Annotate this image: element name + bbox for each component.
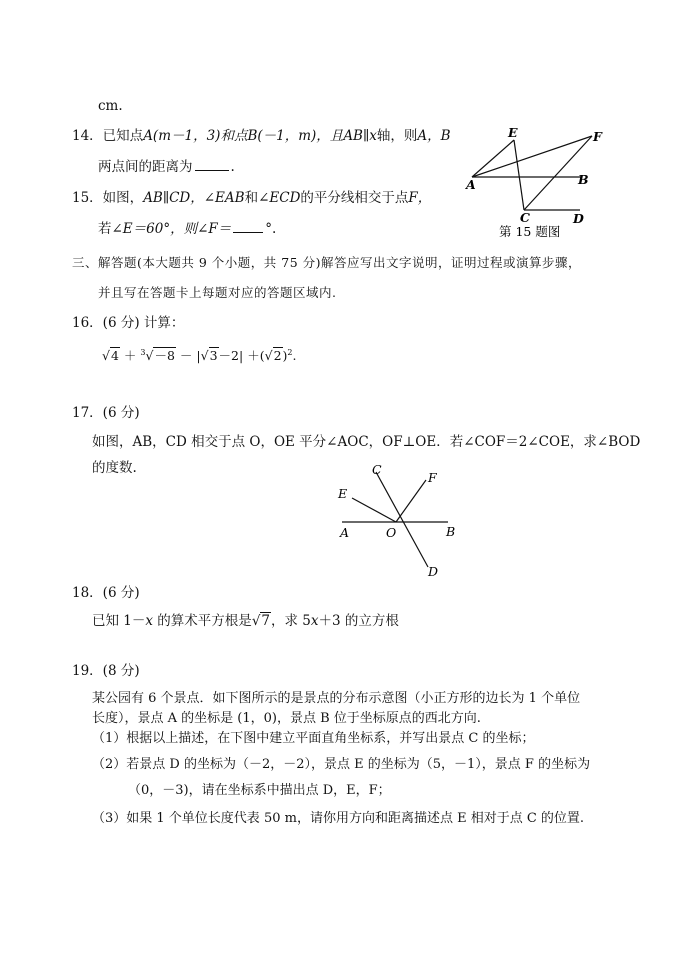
q15-l2b: ∠E＝60°，则∠F＝ [111,221,232,237]
question-15-line2 [98,220,276,238]
question-19-head: 19．(8 分) [72,663,140,679]
figure-15 [462,124,612,242]
q16-term2: －8 [154,348,175,364]
fig15-label-a: A [466,177,476,192]
question-19-sub2b: （0，－3)，请在坐标系中描出点 D，E，F； [128,783,391,798]
q14-e: 轴，则 [376,128,418,144]
q15-l2c: °. [265,221,277,237]
fig15-line-ae [472,140,514,177]
q16-minus: － [179,348,193,364]
q15-d: ∠ECD [258,190,301,206]
q16-dot: . [292,348,297,364]
q14-line2-text: 两点间的距离为 [98,159,193,175]
q15-f: F， [408,190,432,206]
q14-a: 14．已知点 [72,128,144,144]
q14-f: A，B [417,128,451,144]
question-14-line1 [72,127,451,145]
q18-e: ，求 5 [271,613,311,629]
q16-term4: 2 [273,348,282,364]
question-19-sub3: （3）如果 1 个单位长度代表 50 m，请你用方向和距离描述点 E 相对于点 C 的位置. [92,811,585,826]
question-17-body1: 如图，AB，CD 相交于点 O，OE 平分∠AOC，OF⊥OE．若∠COF＝2∠COE，求∠BOD [92,434,641,450]
fig17-label-d: D [428,564,439,579]
q15-b: AB∥CD，∠EAB [143,190,245,206]
fig17-label-o: O [386,525,397,540]
question-18-body: 已知 1－x 的算术平方根是√7，求 5x＋3 的立方根 [92,613,399,629]
fig17-line-of [396,480,426,522]
q15-l2a: 若 [98,221,112,237]
question-15-line1 [72,189,431,207]
q16-close: ) [282,348,288,364]
question-17-body2: 的度数. [92,460,137,476]
q14-c: B(－1，m)，且 [247,128,344,144]
q16-plus1: ＋ [123,348,137,364]
q16-term3: 3 [209,348,218,364]
question-17-head: 17．(6 分) [72,405,140,421]
q14-d: AB∥x [343,128,377,144]
fig15-label-b: B [578,172,589,187]
section-3-line2: 并且写在答题卡上每题对应的答题区域内. [98,285,337,300]
q18-a: 已知 1－ [92,613,146,629]
q14-b: A(m－1，3)和点 [143,128,248,144]
q18-g: ＋3 的立方根 [318,613,399,629]
q16-term1: 4 [110,348,119,364]
question-18-head: 18．(6 分) [72,585,140,601]
figure-17 [332,462,472,582]
q16-cube-index: 3 [140,348,146,357]
fig17-label-f: F [428,470,437,485]
fig17-label-b: B [446,524,456,539]
fig15-label-c: C [520,210,530,225]
fig17-label-c: C [372,462,382,477]
fig15-line-af [472,136,592,177]
fig15-caption: 第 15 题图 [499,224,561,239]
q16-power: 2 [287,348,293,357]
fig15-label-d: D [573,211,584,226]
q16-plus2: ＋( [247,348,265,364]
q18-f: x [310,613,319,629]
section-3-line1: 三、解答题(本大题共 9 个小题，共 75 分)解答应写出文字说明，证明过程或演算步骤， [72,255,582,270]
question-19-sub2a: （2）若景点 D 的坐标为（－2，－2），景点 E 的坐标为（5，－1），景点 F 的坐标为 [92,757,591,772]
fig17-label-a: A [340,525,350,540]
answer-blank-14[interactable] [195,158,229,171]
question-19-paragraph2: 长度），景点 A 的坐标是 (1，0)，景点 B 位于坐标原点的西北方向. [92,711,481,726]
q15-a: 15．如图， [72,190,144,206]
question-16-expression: $√4 + ^3√-8 - |√3-2| +(√2)^2$. [102,348,297,364]
answer-blank-15[interactable] [233,220,263,233]
question-16-head: 16．(6 分) 计算： [72,315,185,331]
question-14-line2 [98,158,235,176]
q15-c: 和 [244,190,259,206]
q14-end: . [230,159,235,175]
fig17-line-cd [376,472,428,567]
q18-d: 7 [261,613,271,629]
q15-e: 的平分线相交于点 [300,190,409,206]
fig15-label-e: E [508,125,518,140]
question-19-paragraph1: 某公园有 6 个景点．如下图所示的是景点的分布示意图（小正方形的边长为 1 个单位 [92,691,581,706]
q18-c: 的算术平方根是 [153,613,252,629]
q16-term3b: －2 [218,348,239,364]
q18-b: x [145,613,154,629]
fig15-line-ec [514,140,524,210]
fig15-label-f: F [593,129,602,144]
question-19-sub1: （1）根据以上描述，在下图中建立平面直角坐标系，并写出景点 C 的坐标； [92,731,535,746]
fig17-line-oe [352,498,396,522]
cm-fragment: cm. [98,98,123,114]
fig17-label-e: E [338,486,348,501]
